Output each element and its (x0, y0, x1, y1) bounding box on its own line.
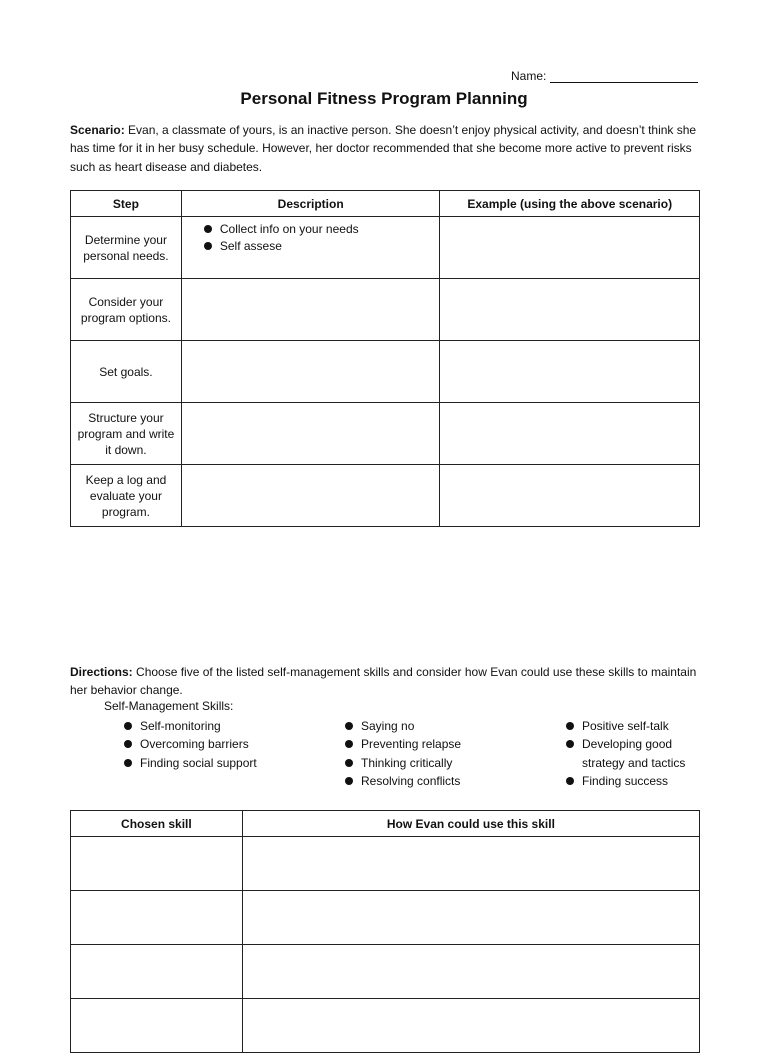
table-row (71, 837, 700, 891)
skill-item: Developing good strategy and tactics (564, 735, 704, 772)
description-bullet: Collect info on your needs (202, 221, 440, 238)
description-cell[interactable] (181, 465, 440, 527)
skills-column-2 (343, 717, 513, 790)
example-cell[interactable] (440, 279, 700, 341)
description-cell[interactable] (181, 217, 440, 279)
description-bullet: Self assese (202, 238, 440, 255)
skill-item: Preventing relapse (343, 735, 513, 753)
scenario-label: Scenario: (70, 123, 125, 137)
description-cell[interactable] (181, 341, 440, 403)
skill-item: Saying no (343, 717, 513, 735)
name-blank-line[interactable] (550, 70, 698, 83)
example-cell[interactable] (440, 217, 700, 279)
table-row (71, 999, 700, 1053)
skill-table (70, 810, 700, 1053)
skill-item: Finding success (564, 772, 704, 790)
plan-table-header (71, 191, 700, 217)
description-cell[interactable] (181, 279, 440, 341)
step-cell: Determine your personal needs. (71, 217, 182, 279)
example-cell[interactable] (440, 465, 700, 527)
skills-column-3 (564, 717, 704, 790)
chosen-skill-cell[interactable] (71, 945, 243, 999)
example-cell[interactable] (440, 341, 700, 403)
name-label: Name: (511, 69, 547, 83)
directions-paragraph (70, 663, 700, 700)
scenario-paragraph (70, 121, 700, 176)
header-how-evan: How Evan could use this skill (242, 811, 699, 837)
skill-item: Resolving conflicts (343, 772, 513, 790)
skill-item: Overcoming barriers (122, 735, 262, 753)
usage-cell[interactable] (242, 837, 699, 891)
skill-item: Self-monitoring (122, 717, 262, 735)
plan-table (70, 190, 700, 527)
directions-label: Directions: (70, 665, 133, 679)
step-cell: Keep a log and evaluate your program. (71, 465, 182, 527)
step-cell: Set goals. (71, 341, 182, 403)
name-field[interactable] (511, 69, 698, 83)
table-row (71, 341, 700, 403)
table-row (71, 891, 700, 945)
skills-column-1 (122, 717, 262, 772)
header-step: Step (71, 191, 182, 217)
step-cell: Structure your program and write it down. (71, 403, 182, 465)
chosen-skill-cell[interactable] (71, 891, 243, 945)
table-row (71, 217, 700, 279)
header-example: Example (using the above scenario) (440, 191, 700, 217)
description-cell[interactable] (181, 403, 440, 465)
skills-heading: Self-Management Skills: (104, 699, 234, 713)
table-row (71, 279, 700, 341)
header-description: Description (181, 191, 440, 217)
skill-item: Thinking critically (343, 754, 513, 772)
scenario-text: Evan, a classmate of yours, is an inactive person. She doesn’t enjoy physical activity, and doesn’t think she has time for it in her busy schedule. However, her doctor recommended that she become more active to prevent risks such as heart disease and diabetes. (70, 123, 697, 174)
usage-cell[interactable] (242, 999, 699, 1053)
table-row (71, 945, 700, 999)
skill-item: Finding social support (122, 754, 262, 772)
example-cell[interactable] (440, 403, 700, 465)
directions-text: Choose five of the listed self-management skills and consider how Evan could use these skills to maintain her behavior change. (70, 665, 697, 698)
usage-cell[interactable] (242, 891, 699, 945)
page-title: Personal Fitness Program Planning (240, 89, 528, 108)
skill-item: Positive self-talk (564, 717, 704, 735)
step-cell: Consider your program options. (71, 279, 182, 341)
table-row (71, 403, 700, 465)
header-chosen-skill: Chosen skill (71, 811, 243, 837)
table-row (71, 465, 700, 527)
chosen-skill-cell[interactable] (71, 837, 243, 891)
skill-table-header (71, 811, 700, 837)
chosen-skill-cell[interactable] (71, 999, 243, 1053)
usage-cell[interactable] (242, 945, 699, 999)
